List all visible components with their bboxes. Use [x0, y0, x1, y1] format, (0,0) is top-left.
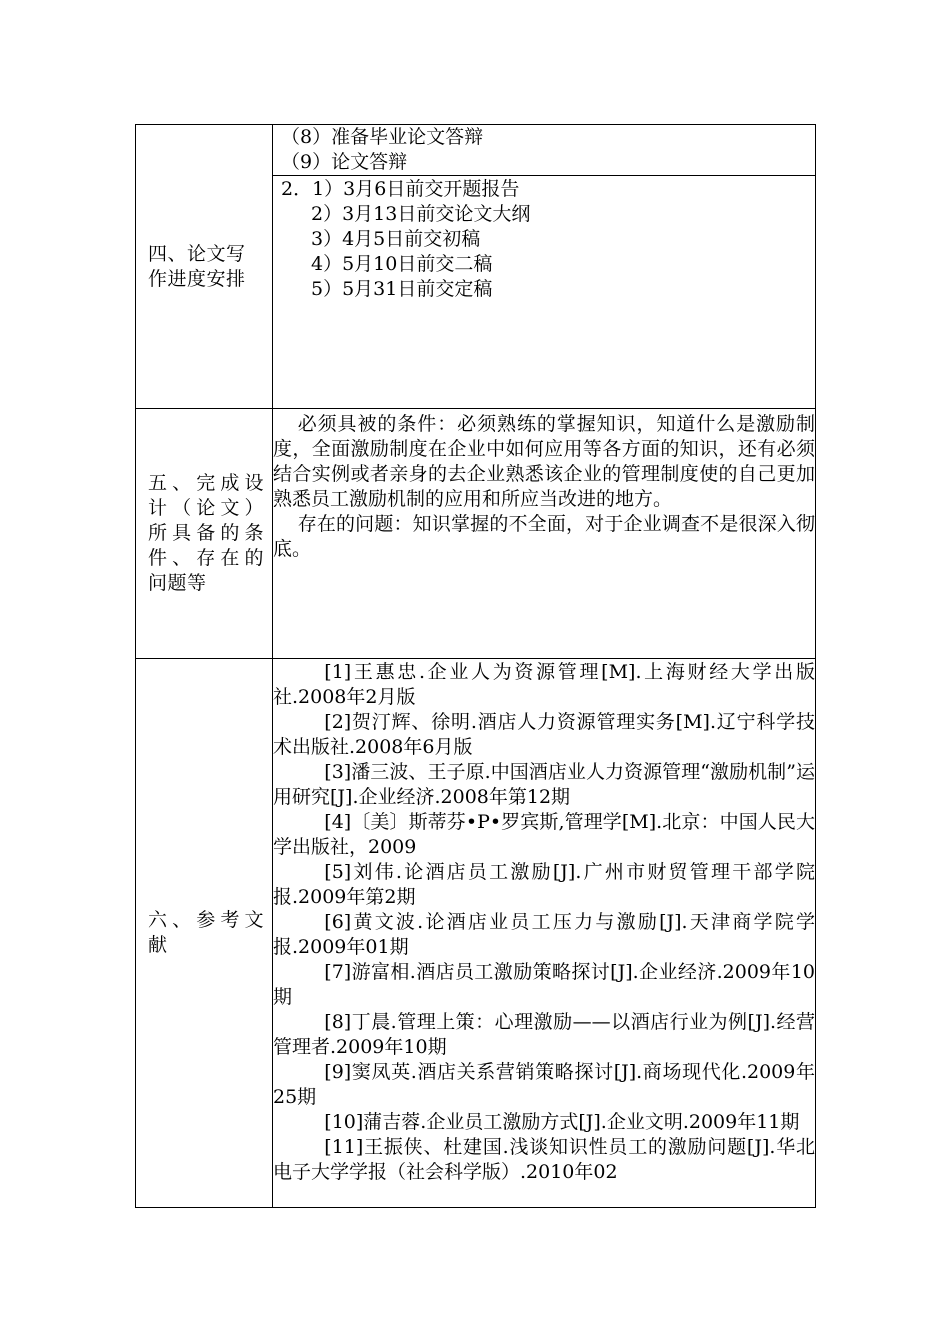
conditions-label-line: 五、完成设 — [148, 472, 264, 494]
deadline-item: 5）5月31日前交定稿 — [311, 278, 493, 300]
conditions-label-line: 计（论文） — [148, 497, 264, 519]
reference-item: [7]游富相.酒店员工激励策略探讨[J].企业经济.2009年10期 — [273, 961, 815, 1008]
reference-item: [10]蒲吉蓉.企业员工激励方式[J].企业文明.2009年11期 — [324, 1111, 800, 1133]
reference-item: [8]丁晨.管理上策：心理激励——以酒店行业为例[J].经营管理者.2009年10期 — [273, 1011, 815, 1058]
table-row — [136, 409, 816, 659]
deadline-item: 3）4月5日前交初稿 — [311, 228, 481, 250]
reference-item: [3]潘三波、王子原.中国酒店业人力资源管理“激励机制”运用研究[J].企业经济.2008年第12期 — [273, 761, 815, 808]
conditions-label-line: 件、存在的 — [148, 547, 264, 569]
deadline-item: 2．1）3月6日前交开题报告 — [281, 178, 520, 200]
step-item: （9）论文答辩 — [281, 151, 408, 173]
progress-label-line: 作进度安排 — [148, 267, 246, 290]
reference-item: [9]窦凤英.酒店关系营销策略探讨[J].商场现代化.2009年25期 — [273, 1061, 815, 1108]
reference-item: [2]贺汀辉、徐明.酒店人力资源管理实务[M].辽宁科学技术出版社.2008年6月版 — [273, 711, 815, 758]
conditions-content-cell — [273, 409, 816, 659]
references-label-line: 六、参考文 — [148, 909, 264, 931]
conditions-label-line: 问题等 — [148, 572, 207, 594]
conditions-label-cell — [136, 409, 273, 659]
progress-label-cell — [136, 125, 273, 409]
reference-item: [4]〔美〕斯蒂芬•P•罗宾斯,管理学[M].北京：中国人民大学出版社，2009 — [273, 811, 815, 858]
progress-label-line: 四、论文写 — [148, 242, 246, 265]
reference-item: [5]刘伟.论酒店员工激励[J].广州市财贸管理干部学院报.2009年第2期 — [273, 861, 815, 908]
references-label-line: 献 — [148, 934, 168, 956]
step-item: （8）准备毕业论文答辩 — [281, 126, 484, 148]
progress-steps-cell — [273, 125, 816, 176]
deadline-item: 2）3月13日前交论文大纲 — [311, 203, 531, 225]
reference-item: [1]王惠忠.企业人为资源管理[M].上海财经大学出版社.2008年2月版 — [273, 661, 815, 708]
table-row — [136, 659, 816, 1208]
conditions-label-line: 所具备的条 — [148, 522, 264, 544]
progress-deadlines-cell — [273, 176, 816, 409]
reference-item: [11]王振侠、杜建国.浅谈知识性员工的激励问题[J].华北电子大学学报（社会科学版）.2010年02 — [273, 1136, 815, 1183]
proposal-table — [135, 124, 816, 1208]
references-content-cell — [273, 659, 816, 1208]
references-label-cell — [136, 659, 273, 1208]
conditions-paragraph: 必须具被的条件：必须熟练的掌握知识，知道什么是激励制度，全面激励制度在企业中如何应用等各方面的知识，还有必须结合实例或者亲身的去企业熟悉该企业的管理制度使的自己更加熟悉员工激励机制的应用和所应当改进的地方。 — [273, 413, 815, 510]
deadline-item: 4）5月10日前交二稿 — [311, 253, 493, 275]
table-row — [136, 125, 816, 176]
conditions-paragraph: 存在的问题：知识掌握的不全面，对于企业调查不是很深入彻底。 — [273, 513, 815, 560]
reference-item: [6]黄文波.论酒店业员工压力与激励[J].天津商学院学报.2009年01期 — [273, 911, 815, 958]
